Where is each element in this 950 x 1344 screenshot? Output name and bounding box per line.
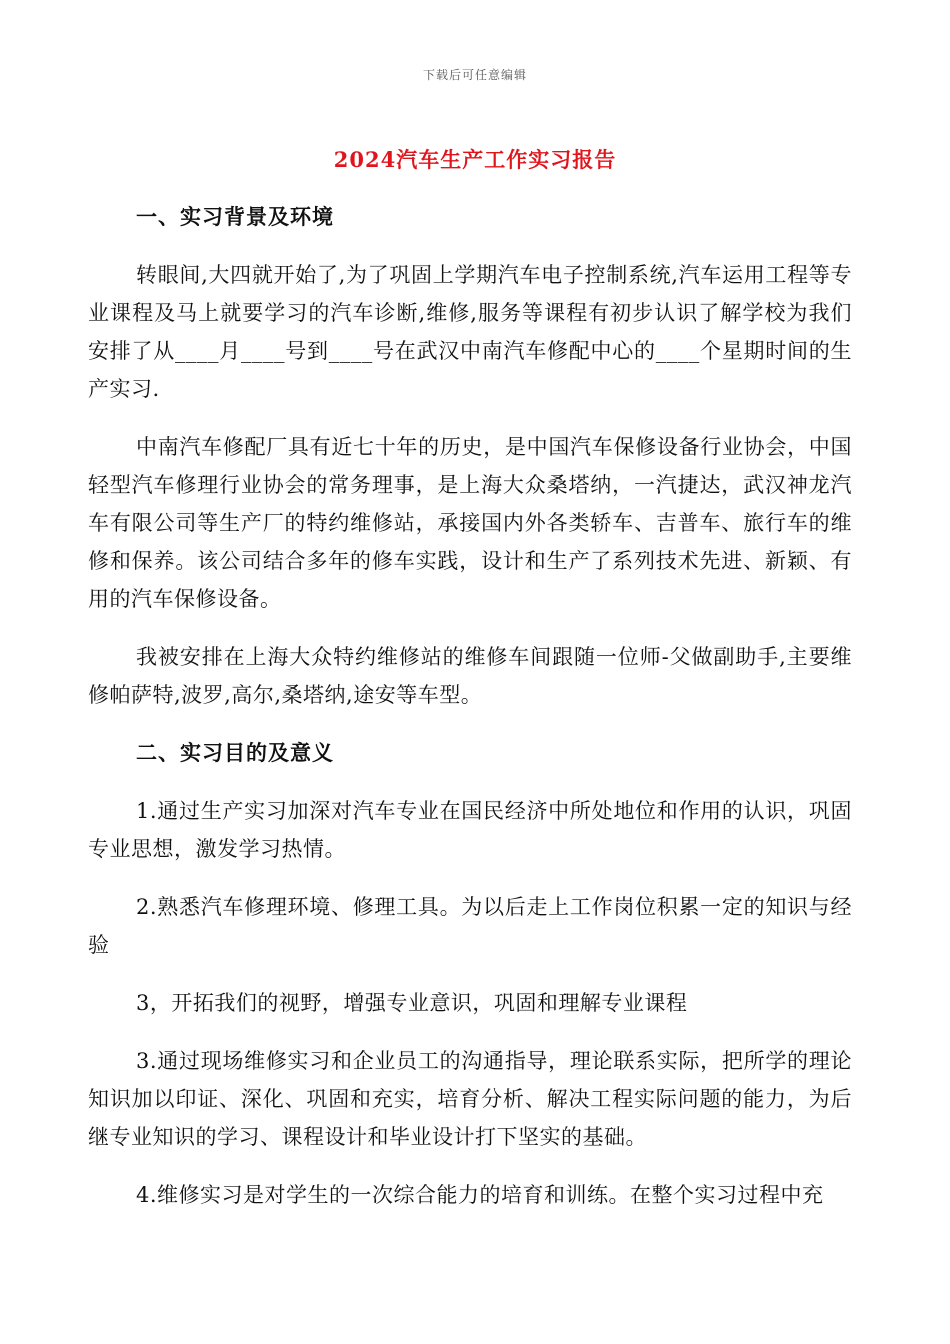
paragraph: 转眼间,大四就开始了,为了巩固上学期汽车电子控制系统,汽车运用工程等专业课程及马上就要学习的汽车诊断,维修,服务等课程有初步认识了解学校为我们安排了从____月____号到____号在武汉中南汽车修配中心的____个星期时间的生产实习. [88,263,852,401]
paragraph: 2.熟悉汽车修理环境、修理工具。为以后走上工作岗位积累一定的知识与经验 [88,895,852,957]
paragraph: 3.通过现场维修实习和企业员工的沟通指导，理论联系实际，把所学的理论知识加以印证、深化、巩固和充实，培育分析、解决工程实际问题的能力，为后继专业知识的学习、课程设计和毕业设计打下坚实的基础。 [88,1049,852,1149]
paragraph: 1.通过生产实习加深对汽车专业在国民经济中所处地位和作用的认识，巩固专业思想，激发学习热情。 [88,799,852,861]
paragraph: 3，开拓我们的视野，增强专业意识，巩固和理解专业课程 [136,991,688,1015]
section-heading: 二、实习目的及意义 [136,740,334,765]
section-heading: 一、实习背景及环境 [136,204,334,229]
section-background [88,198,852,714]
document-body [88,198,852,1234]
header-note: 下载后可任意编辑 [422,68,527,82]
paragraph: 中南汽车修配厂具有近七十年的历史，是中国汽车保修设备行业协会，中国轻型汽车修理行业协会的常务理事，是上海大众桑塔纳，一汽捷达，武汉神龙汽车有限公司等生产厂的特约维修站，承接国内外各类轿车、吉普车、旅行车的维修和保养。该公司结合多年的修车实践，设计和生产了系列技术先进、新颖、有用的汽车保修设备。 [88,435,852,611]
document-title: 2024汽车生产工作实习报告 [333,147,617,172]
paragraph: 我被安排在上海大众特约维修站的维修车间跟随一位师-父做副助手,主要维修帕萨特,波罗,高尔,桑塔纳,途安等车型。 [88,645,852,707]
section-purpose [88,734,852,1214]
paragraph: 4.维修实习是对学生的一次综合能力的培育和训练。在整个实习过程中充 [136,1183,824,1207]
